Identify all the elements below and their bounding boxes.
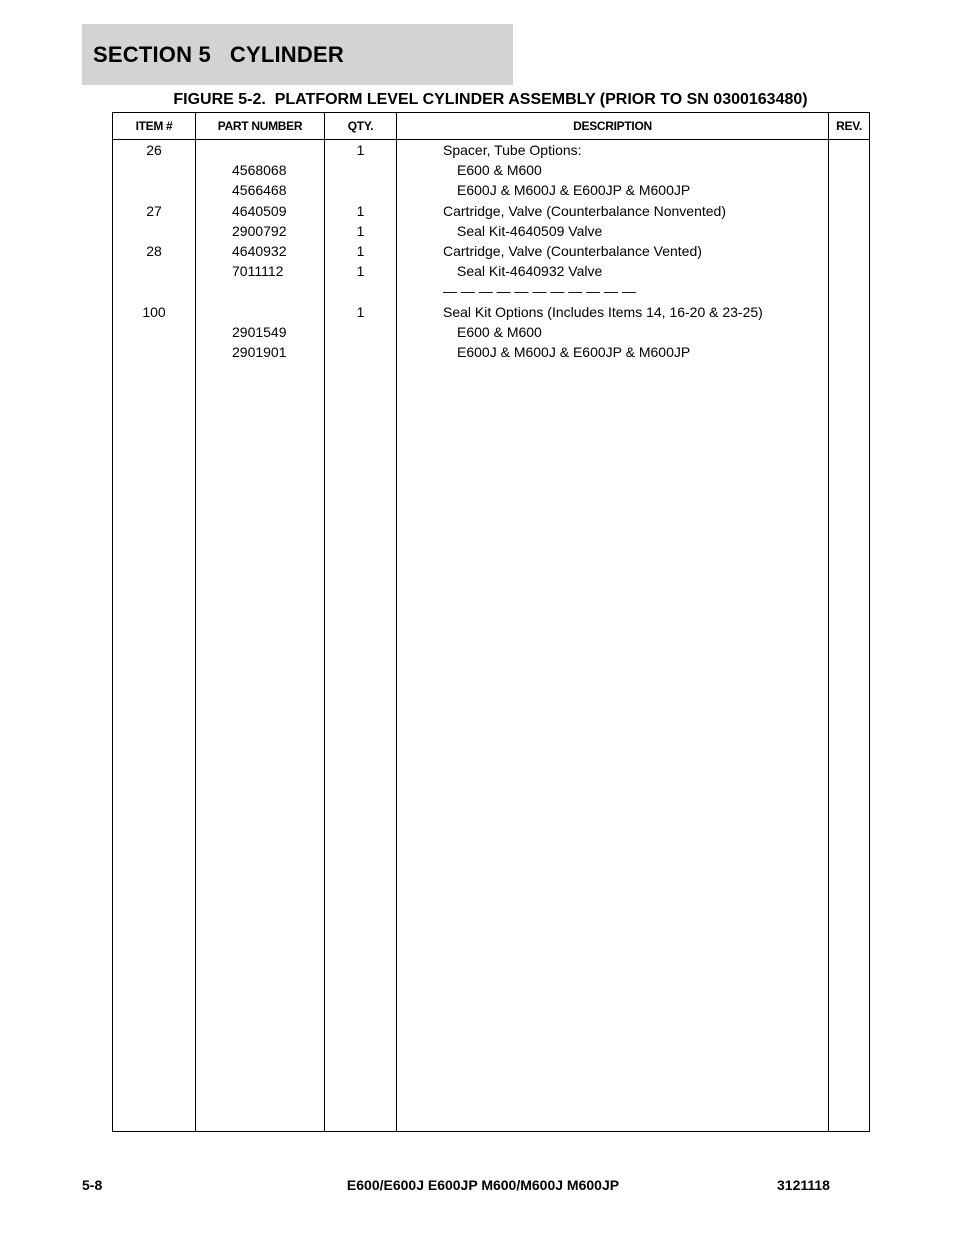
item-cell <box>113 342 195 362</box>
description-cell: Seal Kit-4640932 Valve <box>457 263 603 280</box>
item-cell <box>113 261 195 281</box>
description-cell: E600 & M600 <box>457 162 542 179</box>
qty-cell: 1 <box>356 263 365 280</box>
qty-cell: 1 <box>356 142 365 158</box>
part-number-cell: 4568068 <box>232 162 287 179</box>
part-number-cell: 2901549 <box>232 323 287 340</box>
part-number-cell <box>196 302 324 322</box>
footer-page-number: 5-8 <box>82 1177 103 1193</box>
item-cell <box>113 322 195 342</box>
footer-models: E600/E600J E600JP M600/M600J M600JP <box>346 1177 620 1193</box>
qty-cell: 1 <box>356 202 365 219</box>
section-banner <box>82 24 513 85</box>
table-header-row <box>113 113 870 140</box>
qty-cell <box>325 322 396 342</box>
header-item: ITEM # <box>113 113 196 140</box>
part-number-cell: 4640932 <box>232 242 287 259</box>
part-number-cell: 4566468 <box>232 182 287 199</box>
qty-cell <box>325 180 396 200</box>
parts-table <box>112 112 870 1132</box>
description-cell: Cartridge, Valve (Counterbalance Vented) <box>443 242 702 259</box>
qty-column <box>325 140 397 1132</box>
header-rev: REV. <box>829 113 870 140</box>
header-part-number: PART NUMBER <box>196 113 325 140</box>
qty-cell: 1 <box>356 242 365 259</box>
item-column <box>113 140 196 1132</box>
description-cell: Seal Kit-4640509 Valve <box>457 222 603 239</box>
description-column <box>397 140 829 1132</box>
table-body-row <box>113 140 870 1132</box>
header-qty: QTY. <box>325 113 397 140</box>
part-number-cell: 7011112 <box>232 263 284 280</box>
description-cell: Cartridge, Valve (Counterbalance Nonvented) <box>443 202 727 219</box>
part-number-cell: 2901901 <box>232 343 287 360</box>
qty-cell <box>325 342 396 362</box>
part-number-cell <box>196 281 324 301</box>
item-cell: 100 <box>142 303 166 320</box>
item-cell <box>113 180 195 200</box>
item-cell: 26 <box>146 142 162 158</box>
qty-cell <box>325 281 396 301</box>
description-divider: — — — — — — — — — — — <box>443 283 636 300</box>
item-cell: 27 <box>146 202 162 219</box>
item-cell <box>113 221 195 241</box>
part-number-column <box>196 140 325 1132</box>
item-cell <box>113 281 195 301</box>
description-cell: E600J & M600J & E600JP & M600JP <box>457 182 691 199</box>
description-cell: E600J & M600J & E600JP & M600JP <box>457 343 691 360</box>
rev-column <box>829 140 870 1132</box>
description-cell: Seal Kit Options (Includes Items 14, 16-20 & 23-25) <box>443 303 763 320</box>
description-cell: E600 & M600 <box>457 323 542 340</box>
part-number-cell: 4640509 <box>232 202 287 219</box>
qty-cell: 1 <box>356 303 365 320</box>
section-title: SECTION 5 CYLINDER <box>93 42 344 67</box>
figure-title: FIGURE 5-2. PLATFORM LEVEL CYLINDER ASSEMBLY (PRIOR TO SN 0300163480) <box>173 91 808 108</box>
footer-doc-number: 3121118 <box>777 1177 830 1193</box>
part-number-cell <box>196 140 324 160</box>
header-description: DESCRIPTION <box>397 113 829 140</box>
part-number-cell: 2900792 <box>232 222 287 239</box>
description-cell: Spacer, Tube Options: <box>443 142 582 158</box>
qty-cell: 1 <box>356 222 365 239</box>
qty-cell <box>325 160 396 180</box>
item-cell <box>113 160 195 180</box>
item-cell: 28 <box>146 242 162 259</box>
